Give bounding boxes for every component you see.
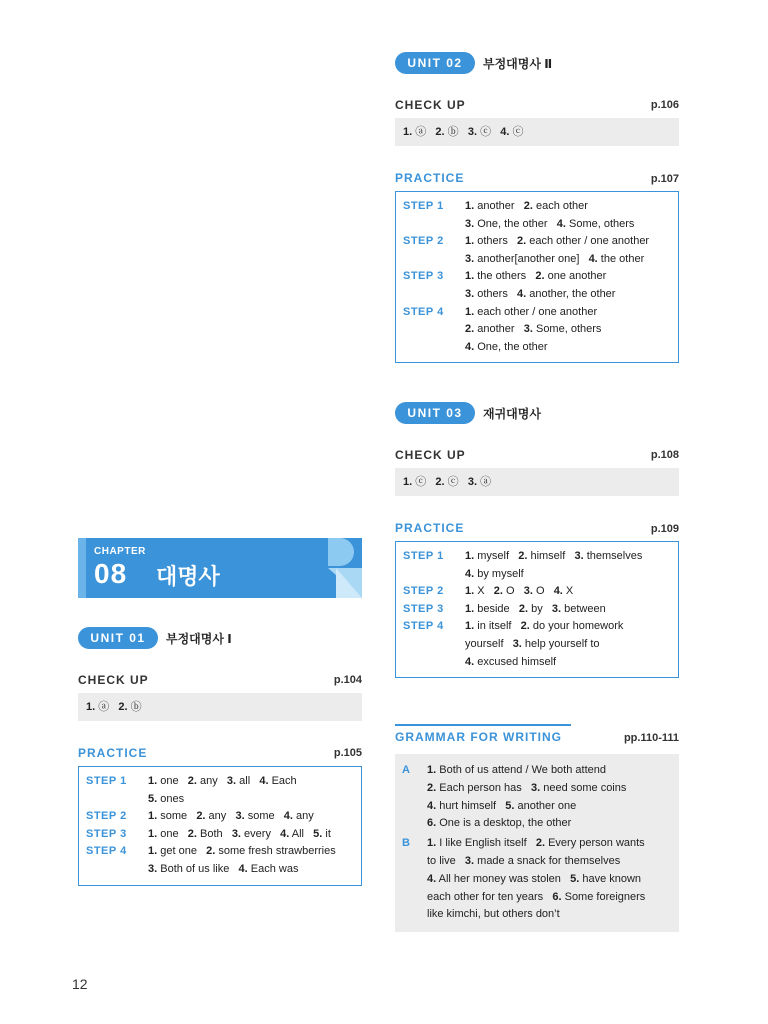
unit01-practice-label: PRACTICE <box>78 746 148 760</box>
step-label: STEP 4 <box>403 305 444 318</box>
gfw-page: pp.110-111 <box>623 732 679 744</box>
answer-line: 4. by myself <box>465 567 524 580</box>
chapter-banner <box>78 538 362 598</box>
answer-line: 3. others 4. another, the other <box>465 287 616 300</box>
step-answers <box>465 304 671 357</box>
answer-line: 1. others 2. each other / one another <box>465 235 650 248</box>
step-answers <box>148 773 354 808</box>
answer-line: 1. Both of us attend / We both attend <box>427 764 606 776</box>
unit02-checkup-page: p.106 <box>650 99 679 111</box>
step-row <box>86 773 354 808</box>
gfw-box <box>395 754 679 932</box>
step-answers <box>148 808 354 826</box>
step-label: STEP 1 <box>403 550 444 562</box>
unit01-name: 부정대명사 Ⅰ <box>166 632 232 646</box>
chapter-banner-stripe <box>78 538 86 598</box>
unit02-practice-box <box>395 191 679 363</box>
answer-line: 1. beside 2. by 3. between <box>465 602 606 615</box>
gfw-answers <box>427 835 672 924</box>
gfw-label: GRAMMAR FOR WRITING <box>395 730 562 744</box>
gfw-group <box>402 762 672 833</box>
step-answers <box>465 268 671 303</box>
answer-line: 4. One, the other <box>465 340 548 353</box>
step-row <box>403 548 671 583</box>
unit03-pill: UNIT 03 <box>395 402 475 424</box>
answer-line: 3. One, the other 4. Some, others <box>465 217 635 230</box>
unit02-checkup-answers: 1. ⓐ 2. ⓑ 3. ⓒ 4. ⓒ <box>395 118 679 146</box>
step-row <box>403 304 671 357</box>
gfw-key: A <box>402 764 411 776</box>
step-row <box>403 198 671 233</box>
step-label: STEP 1 <box>403 200 444 212</box>
answer-line: yourself 3. help yourself to <box>465 637 600 650</box>
unit03-name: 재귀대명사 <box>483 407 541 421</box>
step-row <box>86 843 354 878</box>
unit01-checkup-page: p.104 <box>333 674 362 686</box>
step-label: STEP 1 <box>86 775 127 787</box>
step-row <box>403 601 671 619</box>
step-row <box>86 826 354 844</box>
step-label: STEP 3 <box>403 602 444 615</box>
unit03-practice-label: PRACTICE <box>395 521 465 535</box>
step-row <box>403 268 671 303</box>
step-answers <box>148 826 354 844</box>
answer-line: 1. another 2. each other <box>465 200 588 212</box>
answer-line: 2. Each person has 3. need some coins <box>427 781 627 794</box>
answer-line: 1. get one 2. some fresh strawberries <box>148 845 336 858</box>
unit02-practice-label: PRACTICE <box>395 171 465 185</box>
step-answers <box>465 618 671 671</box>
gfw-rule <box>395 724 571 726</box>
answer-line: 1. the others 2. one another <box>465 270 607 283</box>
gfw-answers <box>427 762 672 833</box>
step-answers <box>465 601 671 619</box>
unit03-practice-box <box>395 541 679 678</box>
gfw-key: B <box>402 837 411 850</box>
answer-line: to live 3. made a snack for themselves <box>427 854 621 867</box>
step-row <box>403 583 671 601</box>
step-label: STEP 3 <box>86 827 127 840</box>
unit01-header <box>78 627 362 649</box>
answer-line: 1. some 2. any 3. some 4. any <box>148 810 314 823</box>
unit03-checkup-page: p.108 <box>650 449 679 461</box>
unit02-practice-page: p.107 <box>650 173 679 185</box>
answer-line: 1. one 2. any 3. all 4. Each <box>148 775 297 787</box>
unit02-checkup-label: CHECK UP <box>395 98 466 112</box>
unit01-checkup-answers: 1. ⓐ 2. ⓑ <box>78 693 362 721</box>
step-row <box>403 233 671 268</box>
step-answers <box>465 548 671 583</box>
answer-line: 1. I like English itself 2. Every person wants <box>427 837 645 850</box>
step-answers <box>465 583 671 601</box>
answer-line: 1. myself 2. himself 3. themselves <box>465 550 643 562</box>
chapter-label: CHAPTER <box>94 546 146 557</box>
step-label: STEP 2 <box>403 235 444 248</box>
answer-line: 6. One is a desktop, the other <box>427 817 572 830</box>
answer-line: each other for ten years 6. Some foreigners <box>427 890 646 903</box>
unit03-checkup-label: CHECK UP <box>395 448 466 462</box>
answer-line: 4. hurt himself 5. another one <box>427 799 577 812</box>
step-label: STEP 3 <box>403 270 444 283</box>
chapter-decoration-icon <box>328 538 362 598</box>
unit02-name: 부정대명사 Ⅱ <box>483 57 553 71</box>
page-number: 12 <box>72 976 88 992</box>
answer-line: 3. another[another one] 4. the other <box>465 252 645 265</box>
unit03-practice-page: p.109 <box>650 523 679 535</box>
unit01-practice-box <box>78 766 362 886</box>
step-label: STEP 2 <box>403 585 444 598</box>
step-label: STEP 4 <box>403 620 444 633</box>
answer-line: 2. another 3. Some, others <box>465 323 602 336</box>
answer-line: 1. each other / one another <box>465 305 598 318</box>
step-row <box>86 808 354 826</box>
answer-line: like kimchi, but others don’t <box>427 908 560 921</box>
unit03-checkup-answers: 1. ⓒ 2. ⓒ 3. ⓐ <box>395 468 679 496</box>
step-answers <box>148 843 354 878</box>
step-row <box>403 618 671 671</box>
unit02-pill: UNIT 02 <box>395 52 475 74</box>
step-answers <box>465 233 671 268</box>
unit01-checkup-label: CHECK UP <box>78 673 149 687</box>
answer-line: 1. X 2. O 3. O 4. X <box>465 585 574 598</box>
answer-line: 5. ones <box>148 792 185 805</box>
unit02-header <box>395 52 679 74</box>
unit01-practice-page: p.105 <box>333 747 362 759</box>
unit03-header <box>395 402 679 424</box>
step-label: STEP 4 <box>86 845 127 858</box>
answer-line: 1. in itself 2. do your homework <box>465 620 624 633</box>
chapter-number: 08 <box>94 558 128 589</box>
step-label: STEP 2 <box>86 810 127 823</box>
answer-line: 4. All her money was stolen 5. have known <box>427 872 642 885</box>
chapter-title: 대명사 <box>156 564 220 589</box>
gfw-group <box>402 835 672 924</box>
answer-line: 1. one 2. Both 3. every 4. All 5. it <box>148 827 331 840</box>
answer-line: 4. excused himself <box>465 655 557 668</box>
unit01-pill: UNIT 01 <box>78 627 158 649</box>
answer-line: 3. Both of us like 4. Each was <box>148 862 299 875</box>
step-answers <box>465 198 671 233</box>
